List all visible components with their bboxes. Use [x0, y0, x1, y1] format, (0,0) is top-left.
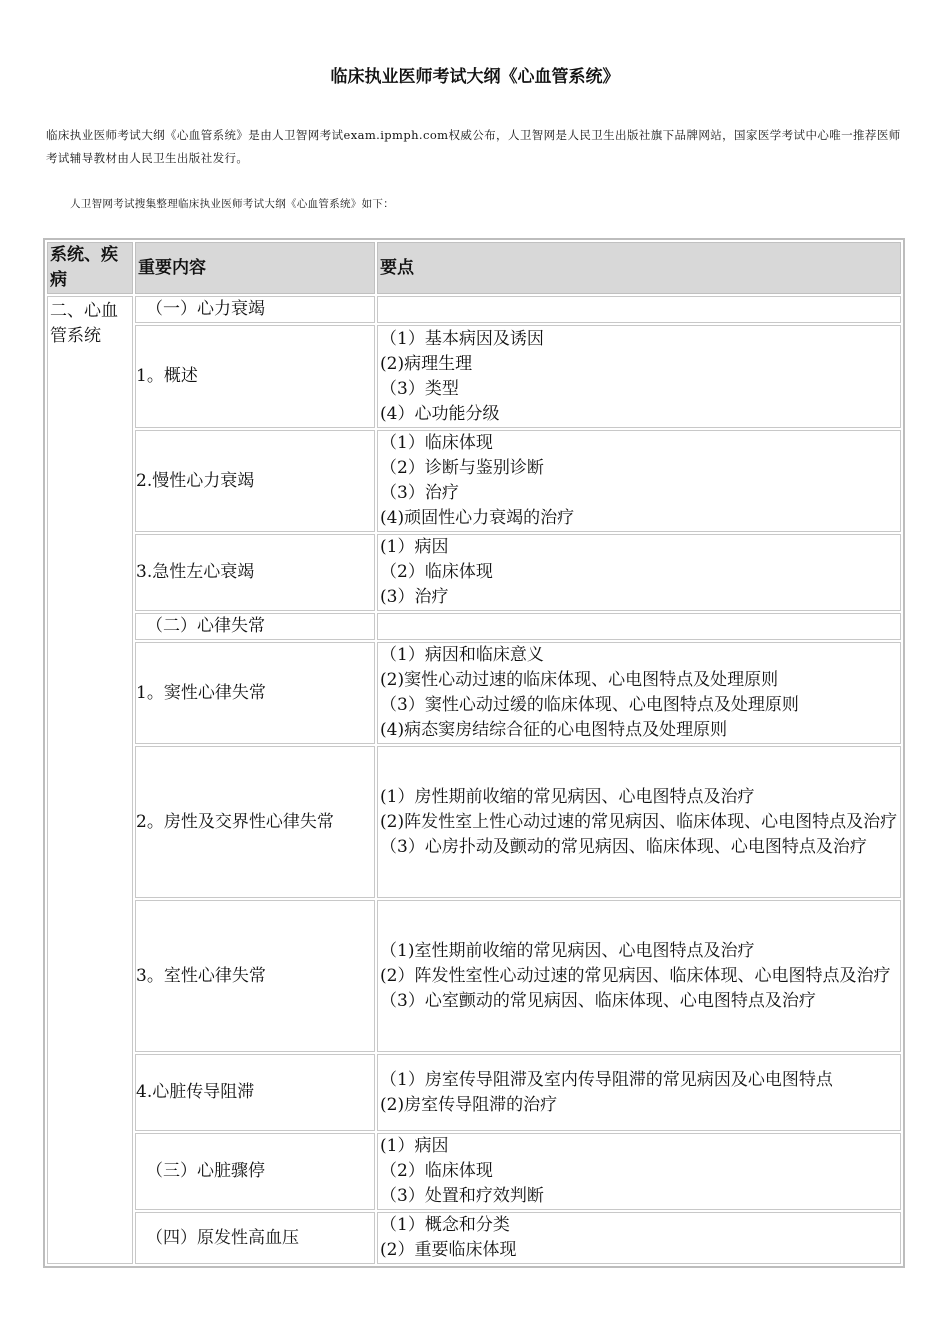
point-item: (2）阵发性室性心动过速的常见病因、临床体现、心电图特点及治疗 — [380, 965, 891, 986]
points-cell — [377, 325, 901, 428]
header-system: 系统、疾病 — [47, 242, 133, 294]
point-item: （1)室性期前收缩的常见病因、心电图特点及治疗 — [380, 940, 755, 961]
table-row — [47, 613, 901, 640]
system-cell: 二、心血管系统 — [47, 296, 133, 1264]
point-item: （3）治疗 — [380, 483, 459, 503]
point-item: （1）概念和分类 — [380, 1215, 510, 1235]
point-item: (2)病理生理 — [380, 353, 473, 374]
point-item: (4)顽固性心力衰竭的治疗 — [380, 508, 575, 528]
content-cell: 2。房性及交界性心律失常 — [135, 746, 375, 898]
table-row — [47, 296, 901, 323]
point-item: （1）基本病因及诱因 — [380, 328, 544, 349]
point-item: （3）窦性心动过缓的临床体现、心电图特点及处理原则 — [380, 695, 799, 715]
point-item: （2）临床体现 — [380, 562, 493, 582]
table-row — [47, 430, 901, 532]
table-row — [47, 1133, 901, 1210]
point-item: （2）诊断与鉴别诊断 — [380, 458, 544, 478]
points-cell — [377, 642, 901, 744]
points-cell — [377, 613, 901, 640]
intro-paragraph: 临床执业医师考试大纲《心血管系统》是由人卫智网考试exam.ipmph.com权威公布，人卫智网是人民卫生出版社旗下品牌网站，国家医学考试中心唯一推荐医师考试辅导教材由人民卫生出版社发行。 — [46, 128, 901, 165]
points-cell — [377, 1054, 901, 1131]
point-item: (4)病态窦房结综合征的心电图特点及处理原则 — [380, 720, 728, 740]
table-row — [47, 534, 901, 611]
point-item: （3）类型 — [380, 378, 459, 399]
point-item: （2）临床体现 — [380, 1161, 493, 1181]
content-cell: （四）原发性高血压 — [135, 1212, 375, 1264]
points-cell — [377, 746, 901, 898]
point-item: (1）病因 — [380, 537, 449, 557]
point-item: （3）处置和疗效判断 — [380, 1186, 544, 1206]
content-cell: （一）心力衰竭 — [135, 296, 375, 323]
content-cell: 3.急性左心衰竭 — [135, 534, 375, 611]
content-cell: 1。窦性心律失常 — [135, 642, 375, 744]
header-points: 要点 — [377, 242, 901, 294]
table-row — [47, 900, 901, 1052]
points-cell — [377, 1212, 901, 1264]
header-content: 重要内容 — [135, 242, 375, 294]
table-row — [47, 325, 901, 428]
point-item: （3）心室颤动的常见病因、临床体现、心电图特点及治疗 — [380, 990, 816, 1011]
page-title: 临床执业医师考试大纲《心血管系统》 — [330, 67, 620, 87]
points-cell — [377, 430, 901, 532]
point-item: (1）房性期前收缩的常见病因、心电图特点及治疗 — [380, 786, 755, 807]
point-item: (2)窦性心动过速的临床体现、心电图特点及处理原则 — [380, 670, 779, 690]
content-cell: 2.慢性心力衰竭 — [135, 430, 375, 532]
points-cell — [377, 296, 901, 323]
point-item: (1）病因 — [380, 1136, 449, 1156]
content-cell: 3。室性心律失常 — [135, 900, 375, 1052]
point-item: (2）重要临床体现 — [380, 1240, 517, 1260]
points-cell — [377, 1133, 901, 1210]
point-item: （3）心房扑动及颤动的常见病因、临床体现、心电图特点及治疗 — [380, 836, 867, 857]
points-cell — [377, 900, 901, 1052]
syllabus-table — [45, 240, 903, 1266]
content-cell: 1。概述 — [135, 325, 375, 428]
point-item: (4）心功能分级 — [380, 403, 500, 424]
table-row — [47, 1054, 901, 1131]
points-cell — [377, 534, 901, 611]
point-item: (2)房室传导阻滞的治疗 — [380, 1094, 558, 1115]
point-item: (3）治疗 — [380, 587, 449, 607]
content-cell: （三）心脏骤停 — [135, 1133, 375, 1210]
point-item: (2)阵发性室上性心动过速的常见病因、临床体现、心电图特点及治疗 — [380, 811, 898, 832]
table-header-row — [47, 242, 901, 294]
content-cell: 4.心脏传导阻滞 — [135, 1054, 375, 1131]
syllabus-table-frame — [43, 238, 905, 1268]
point-item: （1）病因和临床意义 — [380, 645, 544, 665]
point-item: （1）房室传导阻滞及室内传导阻滞的常见病因及心电图特点 — [380, 1069, 833, 1090]
content-cell: （二）心律失常 — [135, 613, 375, 640]
table-row — [47, 746, 901, 898]
point-item: （1）临床体现 — [380, 433, 493, 453]
intro-note: 人卫智网考试搜集整理临床执业医师考试大纲《心血管系统》如下： — [70, 198, 394, 210]
table-row — [47, 642, 901, 744]
table-row — [47, 1212, 901, 1264]
